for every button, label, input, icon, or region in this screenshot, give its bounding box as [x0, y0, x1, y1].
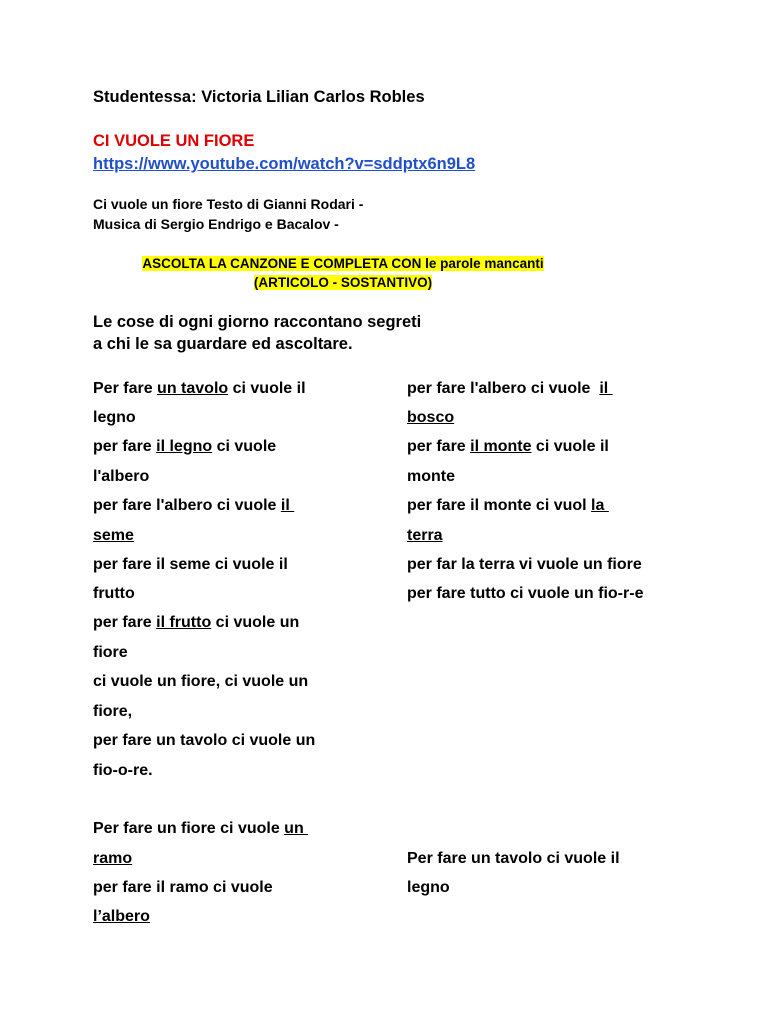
lyric-line: Per fare un tavolo ci vuole il	[407, 850, 620, 867]
lyric-line: per fare l'albero ci vuole il	[93, 497, 295, 514]
filled-answer: il frutto	[156, 614, 212, 631]
student-name: Studentessa: Victoria Lilian Carlos Robles	[93, 88, 425, 106]
lyric-line: fio-o-re.	[93, 762, 153, 779]
lyric-line: per fare il monte ci vuole il	[407, 438, 609, 455]
filled-answer: bosco	[407, 409, 455, 426]
lyric-line: monte	[407, 468, 455, 485]
lyric-line: per fare un tavolo ci vuole un	[93, 732, 316, 749]
lyric-line: ci vuole un fiore, ci vuole un	[93, 673, 309, 690]
instructions	[93, 254, 593, 292]
filled-answer: la	[591, 497, 609, 514]
instructions-line-2: (ARTICOLO - SOSTANTIVO)	[253, 275, 433, 290]
lyric-line: Per fare un tavolo ci vuole il	[93, 380, 306, 397]
credit-line-1: Ci vuole un fiore Testo di Gianni Rodari -	[93, 196, 364, 212]
filled-answer: seme	[93, 527, 134, 544]
lyric-line: per fare il monte ci vuol la	[407, 497, 609, 514]
youtube-link[interactable]: https://www.youtube.com/watch?v=sddptx6n9L8	[93, 155, 476, 173]
lyric-line: frutto	[93, 585, 135, 602]
credit-line-2: Musica di Sergio Endrigo e Bacalov -	[93, 216, 339, 232]
lyric-line: l'albero	[93, 468, 150, 485]
filled-answer: un tavolo	[157, 380, 229, 397]
filled-answer: terra	[407, 527, 443, 544]
lyric-line: legno	[93, 409, 136, 426]
lyric-line: legno	[407, 879, 450, 896]
intro-line-2: a chi le sa guardare ed ascoltare.	[93, 335, 353, 353]
song-title: CI VUOLE UN FIORE	[93, 132, 255, 150]
lyric-line: per fare tutto ci vuole un fio-r-e	[407, 585, 644, 602]
filled-answer: il monte	[470, 438, 532, 455]
lyric-line: per fare il legno ci vuole	[93, 438, 277, 455]
lyric-line: per far la terra vi vuole un fiore	[407, 556, 642, 573]
lyric-line: Per fare un fiore ci vuole un	[93, 820, 309, 837]
filled-answer: il	[599, 380, 613, 397]
lyric-line: fiore	[93, 644, 128, 661]
instructions-line-1: ASCOLTA LA CANZONE E COMPLETA CON le parole mancanti	[142, 256, 544, 271]
lyric-line: per fare l'albero ci vuole il	[407, 380, 613, 397]
intro-line-1: Le cose di ogni giorno raccontano segreti	[93, 313, 422, 331]
filled-answer: un	[284, 820, 309, 837]
filled-answer: l’albero	[93, 908, 150, 925]
lyric-line: per fare il frutto ci vuole un	[93, 614, 300, 631]
lyric-line: per fare il ramo ci vuole	[93, 879, 273, 896]
filled-answer: ramo	[93, 850, 133, 867]
filled-answer: il	[280, 497, 295, 514]
lyric-line: per fare il seme ci vuole il	[93, 556, 288, 573]
lyric-line: fiore,	[93, 703, 133, 720]
filled-answer: il legno	[156, 438, 213, 455]
